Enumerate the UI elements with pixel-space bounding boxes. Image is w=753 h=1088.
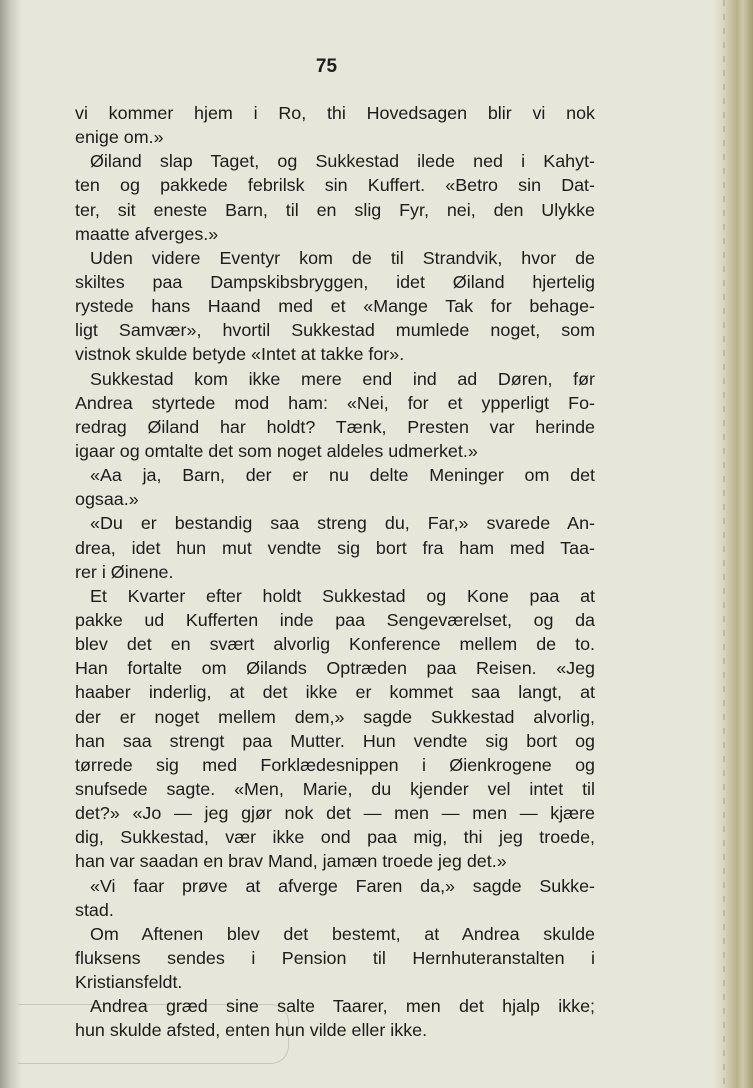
- text-line: ten og pakkede febrilsk sin Kuffert. «Betro sin Dat-: [75, 175, 595, 196]
- text-line: Om Aftenen blev det bestemt, at Andrea skulde: [90, 923, 595, 944]
- text-line: det?» «Jo — jeg gjør nok det — men — men — kjære: [75, 803, 595, 824]
- text-line: skiltes paa Dampskibsbryggen, idet Øiland hjertelig: [75, 271, 595, 292]
- text-line: «Aa ja, Barn, der er nu delte Meninger om det: [90, 465, 595, 486]
- text-line: stad.: [75, 899, 114, 920]
- text-line: Sukkestad kom ikke mere end ind ad Døren, før: [90, 368, 595, 389]
- text-line: Han fortalte om Øilands Optræden paa Reisen. «Jeg: [75, 658, 595, 679]
- text-line: Øiland slap Taget, og Sukkestad ilede ned i Kahyt-: [90, 151, 595, 172]
- text-line: hun skulde afsted, enten hun vilde eller ikke.: [75, 1020, 428, 1041]
- page-number: 75: [315, 56, 338, 77]
- text-line: snufsede sagte. «Men, Marie, du kjender vel intet til: [75, 778, 595, 799]
- text-line: blev det en svært alvorlig Konference mellem de to.: [75, 634, 595, 655]
- text-line: enige om.»: [75, 127, 164, 148]
- text-line: han saa strengt paa Mutter. Hun vendte sig bort og: [75, 730, 595, 751]
- text-line: ligt Samvær», hvortil Sukkestad mumlede noget, som: [75, 320, 595, 341]
- page-edges: [713, 0, 753, 1088]
- text-line: tørrede sig med Forklædesnippen i Øienkrogene og: [75, 754, 595, 775]
- text-line: vi kommer hjem i Ro, thi Hovedsagen blir vi nok: [75, 103, 595, 123]
- text-line: rystede hans Haand med et «Mange Tak for behage-: [75, 296, 595, 317]
- text-line: ter, sit eneste Barn, til en slig Fyr, nei, den Ulykke: [75, 199, 595, 220]
- text-line: Uden videre Eventyr kom de til Strandvik, hvor de: [90, 247, 595, 268]
- text-line: Andrea styrtede mod ham: «Nei, for et ypperligt Fo-: [75, 392, 595, 413]
- text-line: Andrea græd sine salte Taarer, men det hjalp ikke;: [90, 996, 595, 1017]
- text-line: «Du er bestandig saa streng du, Far,» svarede An-: [90, 513, 595, 534]
- body-text: [75, 101, 595, 1042]
- text-line: rer i Øinene.: [75, 561, 174, 582]
- text-line: drea, idet hun mut vendte sig bort fra ham med Taa-: [75, 537, 595, 558]
- text-line: maatte afverges.»: [75, 223, 219, 244]
- text-line: dig, Sukkestad, vær ikke ond paa mig, thi jeg troede,: [75, 827, 595, 848]
- text-line: redrag Øiland har holdt? Tænk, Presten var herinde: [75, 416, 595, 437]
- text-line: Kristiansfeldt.: [75, 972, 183, 993]
- text-line: «Vi faar prøve at afverge Faren da,» sagde Sukke-: [90, 875, 595, 896]
- text-line: vistnok skulde betyde «Intet at takke for».: [75, 344, 405, 365]
- text-line: Et Kvarter efter holdt Sukkestad og Kone paa at: [90, 585, 595, 606]
- text-line: pakke ud Kufferten inde paa Sengeværelset, og da: [75, 609, 595, 630]
- binding-shadow: [0, 0, 22, 1088]
- text-line: ogsaa.»: [75, 489, 139, 510]
- text-line: der er noget mellem dem,» sagde Sukkestad alvorlig,: [75, 706, 595, 727]
- text-line: fluksens sendes i Pension til Hernhuteranstalten i: [75, 947, 595, 968]
- text-line: igaar og omtalte det som noget aldeles udmerket.»: [75, 440, 478, 461]
- text-line: haaber inderlig, at det ikke er kommet saa langt, at: [75, 682, 595, 703]
- text-line: han var saadan en brav Mand, jamæn troede jeg det.»: [75, 851, 507, 872]
